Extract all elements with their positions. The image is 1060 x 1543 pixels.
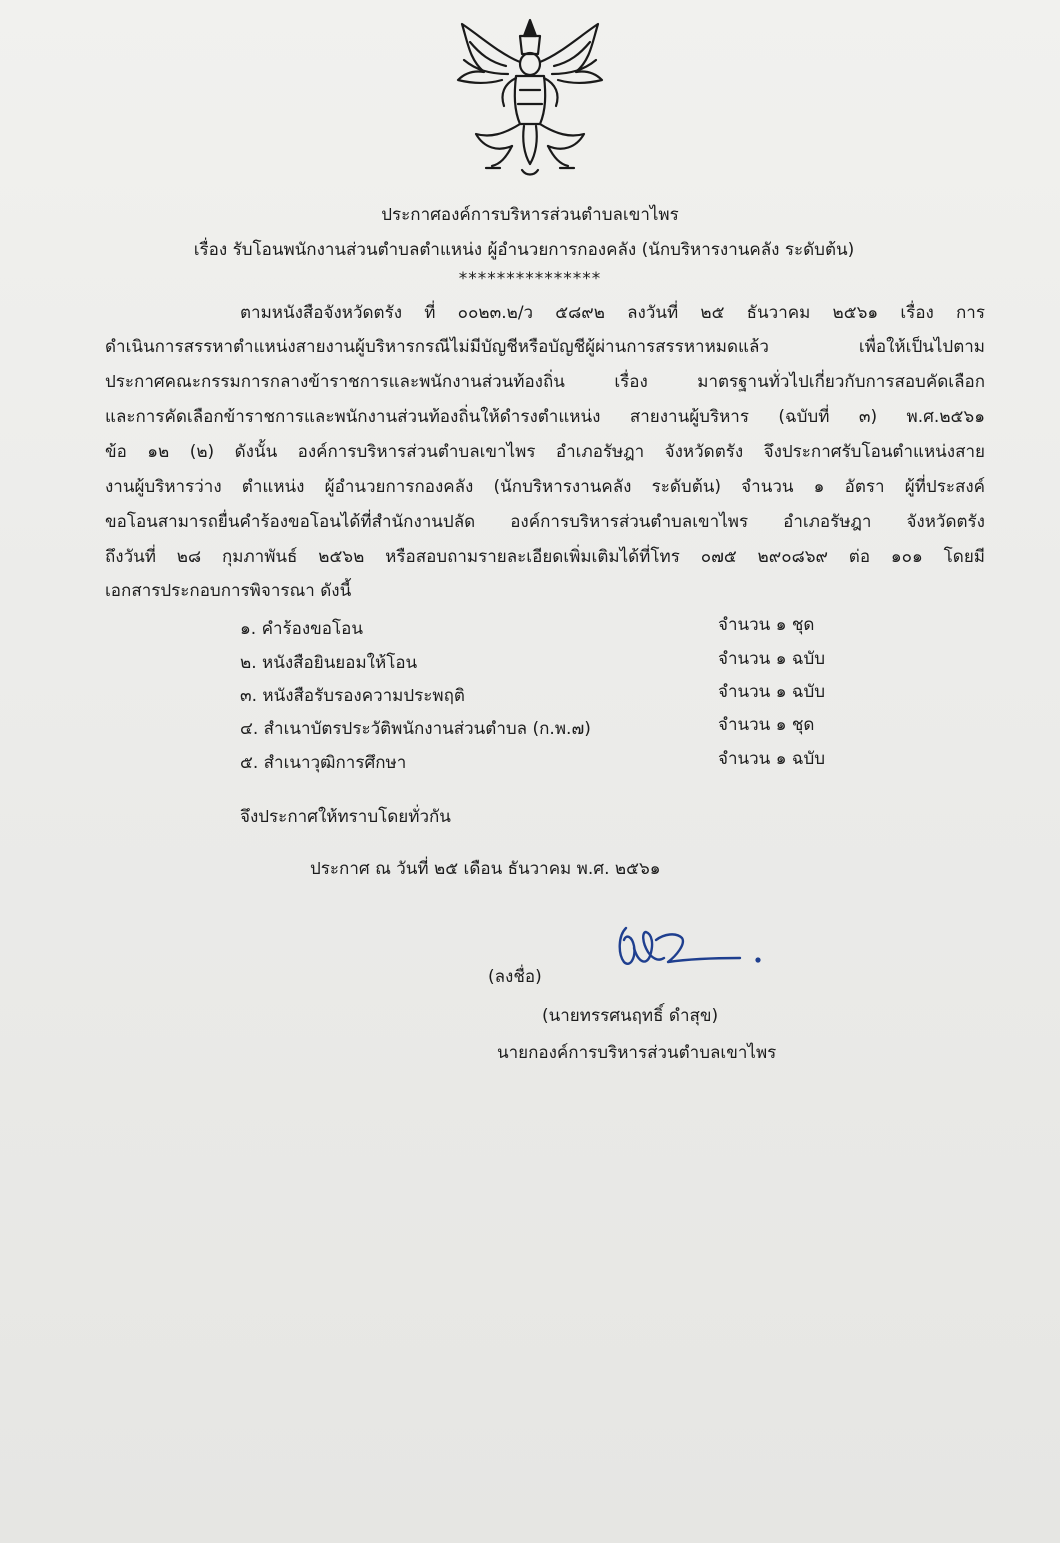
document-item-label: ๔. สำเนาบัตรประวัติพนักงานส่วนตำบล (ก.พ.๗) <box>240 719 591 739</box>
document-item-label: ๕. สำเนาวุฒิการศึกษา <box>240 753 407 773</box>
document-item-qty: จำนวน ๑ ชุด <box>718 615 815 635</box>
signature-icon <box>612 918 762 978</box>
body-line: ประกาศคณะกรรมการกลางข้าราชการและพนักงานส่วนท้องถิ่น เรื่อง มาตรฐานทั่วไปเกี่ยวกับการสอบคัดเลือก <box>105 372 985 392</box>
document-item-label: ๓. หนังสือรับรองความประพฤติ <box>240 686 465 706</box>
document-item-qty: จำนวน ๑ ฉบับ <box>718 649 826 669</box>
closing-statement: จึงประกาศให้ทราบโดยทั่วกัน <box>240 807 451 827</box>
signer-title: นายกองค์การบริหารส่วนตำบลเขาไพร <box>497 1043 777 1063</box>
signed-label: (ลงชื่อ) <box>488 967 542 987</box>
body-line: งานผู้บริหารว่าง ตำแหน่ง ผู้อำนวยการกองคลัง (นักบริหารงานคลัง ระดับต้น) จำนวน ๑ อัตรา ผู้ที่ประสงค์ <box>105 477 985 497</box>
document-item-qty: จำนวน ๑ ชุด <box>718 715 815 735</box>
document-title: ประกาศองค์การบริหารส่วนตำบลเขาไพร <box>381 205 679 225</box>
document-item-qty: จำนวน ๑ ฉบับ <box>718 682 826 702</box>
body-line: และการคัดเลือกข้าราชการและพนักงานส่วนท้องถิ่นให้ดำรงตำแหน่ง สายงานผู้บริหาร (ฉบับที่ ๓) พ.ศ.๒๕๖๑ <box>105 407 985 427</box>
body-line: เอกสารประกอบการพิจารณา ดังนี้ <box>105 581 352 601</box>
document-item-label: ๒. หนังสือยินยอมให้โอน <box>240 653 418 673</box>
body-line: ตามหนังสือจังหวัดตรัง ที่ ๐๐๒๓.๒/ว ๕๘๙๒ ลงวันที่ ๒๕ ธันวาคม ๒๕๖๑ เรื่อง การ <box>240 303 985 323</box>
garuda-emblem-icon <box>450 14 610 184</box>
title-separator: *************** <box>458 269 602 289</box>
body-line: ถึงวันที่ ๒๘ กุมภาพันธ์ ๒๕๖๒ หรือสอบถามรายละเอียดเพิ่มเติมได้ที่โทร ๐๗๕ ๒๙๐๘๖๙ ต่อ ๑๐๑ โดยมี <box>105 547 985 567</box>
body-line: ขอโอนสามารถยื่นคำร้องขอโอนได้ที่สำนักงานปลัด องค์การบริหารส่วนตำบลเขาไพร อำเภอรัษฎา จังหวัดตรัง <box>105 512 985 532</box>
document-item-label: ๑. คำร้องขอโอน <box>240 619 363 639</box>
announcement-date: ประกาศ ณ วันที่ ๒๕ เดือน ธันวาคม พ.ศ. ๒๕๖๑ <box>310 859 661 879</box>
body-line: ดำเนินการสรรหาตำแหน่งสายงานผู้บริหารกรณีไม่มีบัญชีหรือบัญชีผู้ผ่านการสรรหาหมดแล้ว เพื่อให้เป็นไปตาม <box>105 337 985 357</box>
body-line: ข้อ ๑๒ (๒) ดังนั้น องค์การบริหารส่วนตำบลเขาไพร อำเภอรัษฎา จังหวัดตรัง จึงประกาศรับโอนตำแหน่งสาย <box>105 442 985 462</box>
document-subject: เรื่อง รับโอนพนักงานส่วนตำบลตำแหน่ง ผู้อำนวยการกองคลัง (นักบริหารงานคลัง ระดับต้น) <box>193 240 855 260</box>
signer-name: (นายทรรศนฤทธิ์ ดำสุข) <box>542 1006 719 1026</box>
document-item-qty: จำนวน ๑ ฉบับ <box>718 749 826 769</box>
